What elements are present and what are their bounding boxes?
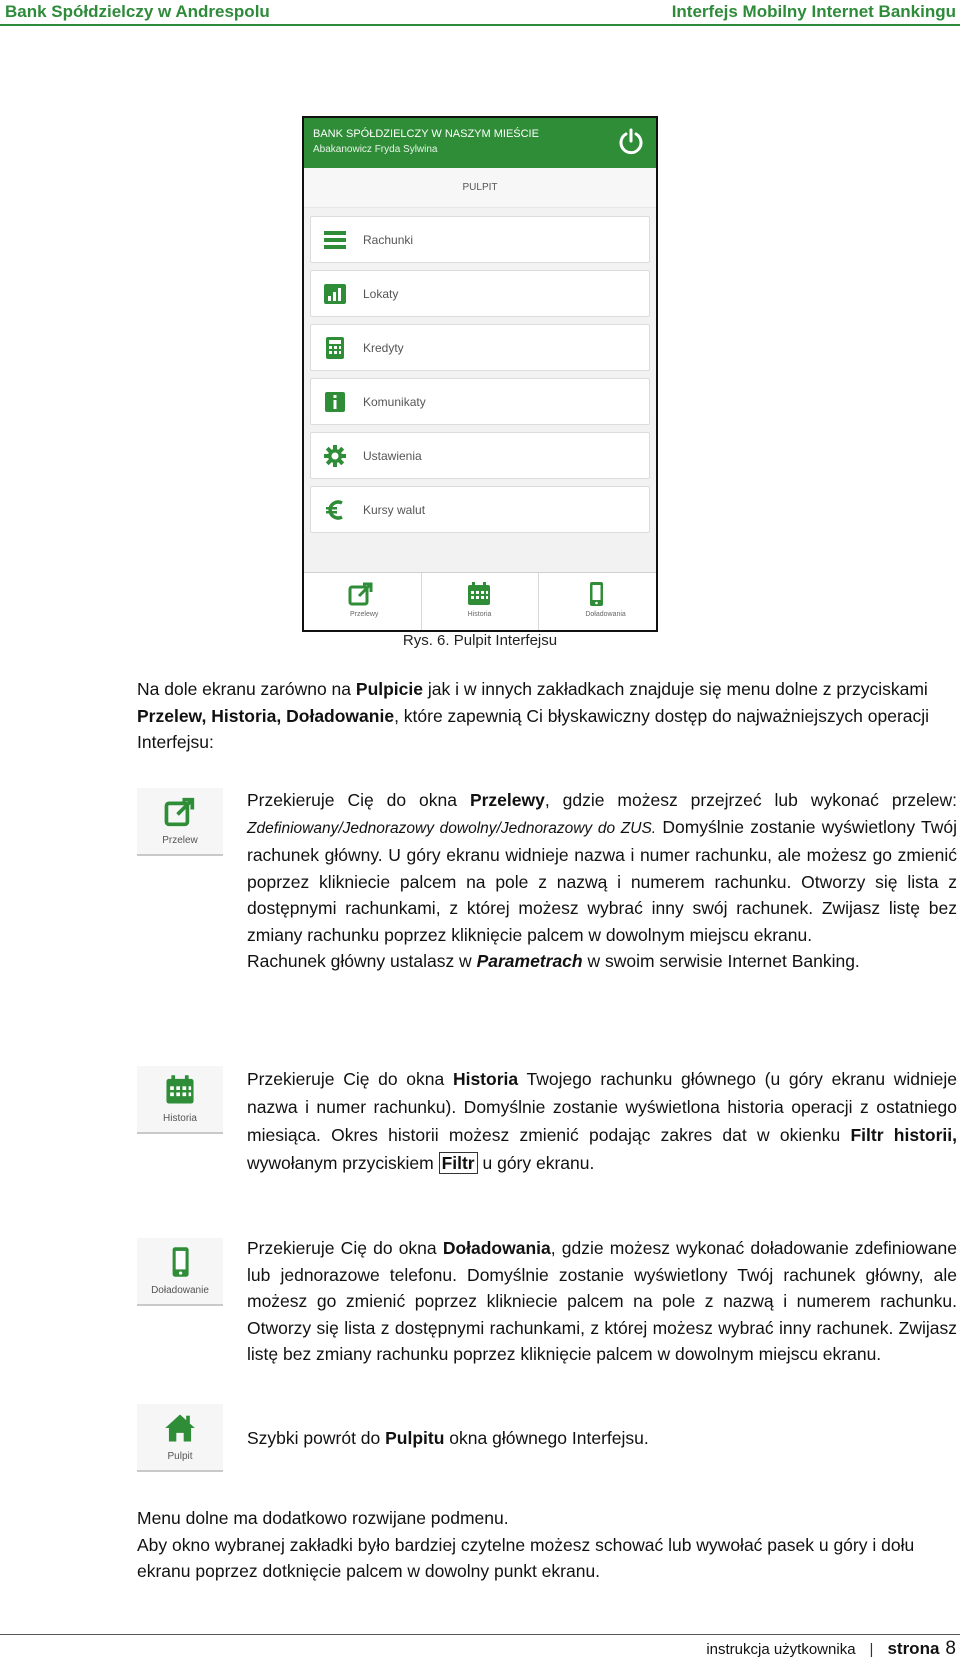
pulpit-icon-label: Pulpit xyxy=(167,1451,193,1462)
header-doc-title: Interfejs Mobilny Internet Bankingu xyxy=(671,2,956,21)
filtr-button-mention: Filtr xyxy=(439,1152,478,1174)
menu-item-label: Rachunki xyxy=(363,232,414,247)
calendar-icon xyxy=(466,581,492,607)
historia-text: u góry ekranu. xyxy=(477,1153,595,1173)
bar-chart-icon xyxy=(321,280,349,308)
phone-screen-title: PULPIT xyxy=(304,168,656,208)
home-icon xyxy=(164,1412,196,1444)
menu-item-label: Lokaty xyxy=(363,286,399,301)
footer-page-word: strona xyxy=(887,1639,940,1658)
menu-item-kursy-walut[interactable] xyxy=(310,486,650,533)
przelew-text: Przekieruje Cię do okna xyxy=(247,790,470,810)
intro-bold-pulpit: Pulpicie xyxy=(355,679,423,699)
phone-user-name: Abakanowicz Fryda Sylwina xyxy=(313,144,438,155)
phone-screenshot xyxy=(302,116,658,632)
przelew-text: , gdzie możesz przejrzeć lub wykonać przelew: xyxy=(544,790,958,810)
doladowanie-icon-label: Doładowanie xyxy=(151,1285,209,1296)
menu-item-label: Kursy walut xyxy=(363,502,426,517)
pulpit-description xyxy=(247,1425,957,1452)
bottom-item-label: Przelewy xyxy=(350,611,379,618)
footer-page-number: 8 xyxy=(945,1638,956,1659)
bottom-item-label: Historia xyxy=(467,611,492,618)
figure-caption: Rys. 6. Pulpit Interfejsu xyxy=(402,632,558,649)
przelew-text: Rachunek główny ustalasz w xyxy=(247,951,477,971)
przelew-button-image xyxy=(137,788,223,856)
phone-icon xyxy=(164,1246,196,1278)
menu-item-kredyty[interactable] xyxy=(310,324,650,371)
calendar-icon xyxy=(164,1074,196,1106)
intro-text: jak i w innych zakładkach znajduje się menu dolne z przyciskami xyxy=(423,679,928,699)
phone-bottom-menu xyxy=(304,572,656,630)
historia-description xyxy=(247,1065,957,1177)
historia-bold: Historia xyxy=(452,1069,519,1089)
info-icon xyxy=(321,388,349,416)
przelew-text: Domyślnie zostanie wyświetlony Twój rachunek główny. U góry ekranu widnieje nazwa i numer rachunku, ale możesz go zmienić poprzez klikniecie palcem na pole z nazwą i numerem rachunku. Otworzy się lista z dostępnymi rachunkami, z której możesz wybrać inny swój rachunek. Zwijasz listę bez zmiany rachunku poprzez kliknięcie palcem w dowolnym miejscu ekranu. xyxy=(247,816,957,945)
historia-icon-label: Historia xyxy=(163,1113,197,1124)
przelew-text: w swoim serwisie Internet Banking. xyxy=(582,951,860,971)
intro-bold-buttons: Przelew, Historia, Doładowanie xyxy=(137,705,395,726)
transfer-icon xyxy=(348,581,374,607)
menu-item-label: Ustawienia xyxy=(363,448,422,463)
pulpit-bold: Pulpitu xyxy=(385,1428,445,1448)
footer-doc-label: instrukcja użytkownika xyxy=(706,1641,856,1658)
historia-button-image xyxy=(137,1066,223,1134)
outro-paragraph xyxy=(137,1505,957,1585)
bottom-item-label: Doładowania xyxy=(585,611,626,618)
menu-item-komunikaty[interactable] xyxy=(310,378,650,425)
outro-line-1: Menu dolne ma dodatkowo rozwijane podmenu. xyxy=(137,1508,509,1528)
doladowanie-text: Przekieruje Cię do okna xyxy=(247,1238,443,1258)
menu-item-label: Kredyty xyxy=(363,340,404,355)
menu-item-label: Komunikaty xyxy=(363,394,426,409)
power-icon[interactable] xyxy=(616,126,646,156)
pulpit-button-image xyxy=(137,1404,223,1472)
pulpit-text: Szybki powrót do xyxy=(247,1428,386,1448)
page-header xyxy=(0,0,960,26)
transfer-icon xyxy=(164,796,196,828)
pulpit-text: okna głównego Interfejsu. xyxy=(444,1428,649,1448)
przelew-icon-label: Przelew xyxy=(162,835,198,846)
przelew-types: Zdefiniowany/Jednorazowy dowolny/Jednorazowy do ZUS. xyxy=(247,819,657,837)
page-footer xyxy=(706,1638,956,1660)
header-bank-name: Bank Spółdzielczy w Andrespolu xyxy=(5,2,270,21)
gear-icon xyxy=(321,442,349,470)
phone-bank-name: BANK SPÓŁDZIELCZY W NASZYM MIEŚCIE xyxy=(313,128,539,140)
intro-text: Na dole ekranu zarówno na xyxy=(137,679,356,699)
footer-divider xyxy=(0,1634,960,1635)
phone-menu-list xyxy=(304,208,656,533)
parametrach-emphasis: Parametrach xyxy=(476,951,583,971)
intro-paragraph xyxy=(137,676,957,756)
menu-item-ustawienia[interactable] xyxy=(310,432,650,479)
phone-top-bar xyxy=(304,118,656,168)
list-icon xyxy=(321,226,349,254)
doladowanie-description xyxy=(247,1235,957,1368)
phone-icon xyxy=(583,581,609,607)
bottom-item-przelewy[interactable] xyxy=(304,573,422,630)
historia-text: Przekieruje Cię do okna xyxy=(247,1069,453,1089)
menu-item-lokaty[interactable] xyxy=(310,270,650,317)
przelew-bold: Przelewy xyxy=(469,790,545,810)
doladowanie-bold: Doładowania xyxy=(442,1238,551,1258)
euro-icon xyxy=(321,496,349,524)
outro-line-2: Aby okno wybranej zakładki było bardziej czytelne możesz schować lub wywołać pasek u góry i dołu ekranu poprzez dotknięcie palcem w dowolny punkt ekranu. xyxy=(137,1534,915,1581)
intro-text: , które zapewnią Ci błyskawiczny dostęp do najważniejszych operacji Interfejsu: xyxy=(137,705,930,752)
filtr-historii-bold: Filtr historii, xyxy=(850,1125,957,1145)
historia-text: Twojego rachunku głównego (u góry ekranu widnieje nazwa i numer rachunku). Domyślnie zostanie wyświetlona historia operacji z ostatniego miesiąca. Okres historii możesz zmienić podając zakres dat w okienku xyxy=(247,1069,958,1145)
doladowanie-button-image xyxy=(137,1238,223,1306)
historia-text: wywołanym przyciskiem xyxy=(247,1153,439,1173)
footer-separator: | xyxy=(869,1641,874,1658)
menu-item-rachunki[interactable] xyxy=(310,216,650,263)
bottom-item-doladowania[interactable] xyxy=(539,573,656,630)
doladowanie-text: , gdzie możesz wykonać doładowanie zdefiniowane lub jednorazowe telefonu. Domyślnie zostanie wyświetlony Twój rachunek główny, ale możesz go zmienić poprzez klikniecie palcem na pole z nazwą i numerem rachunku. Otworzy się lista z dostępnymi rachunkami, z której możesz wybrać inny rachunek. Zwijasz listę bez zmiany rachunku poprzez kliknięcie palcem w dowolnym miejscu ekranu. xyxy=(247,1238,957,1364)
przelew-description xyxy=(247,787,957,975)
bottom-item-historia[interactable] xyxy=(422,573,540,630)
calculator-icon xyxy=(321,334,349,362)
